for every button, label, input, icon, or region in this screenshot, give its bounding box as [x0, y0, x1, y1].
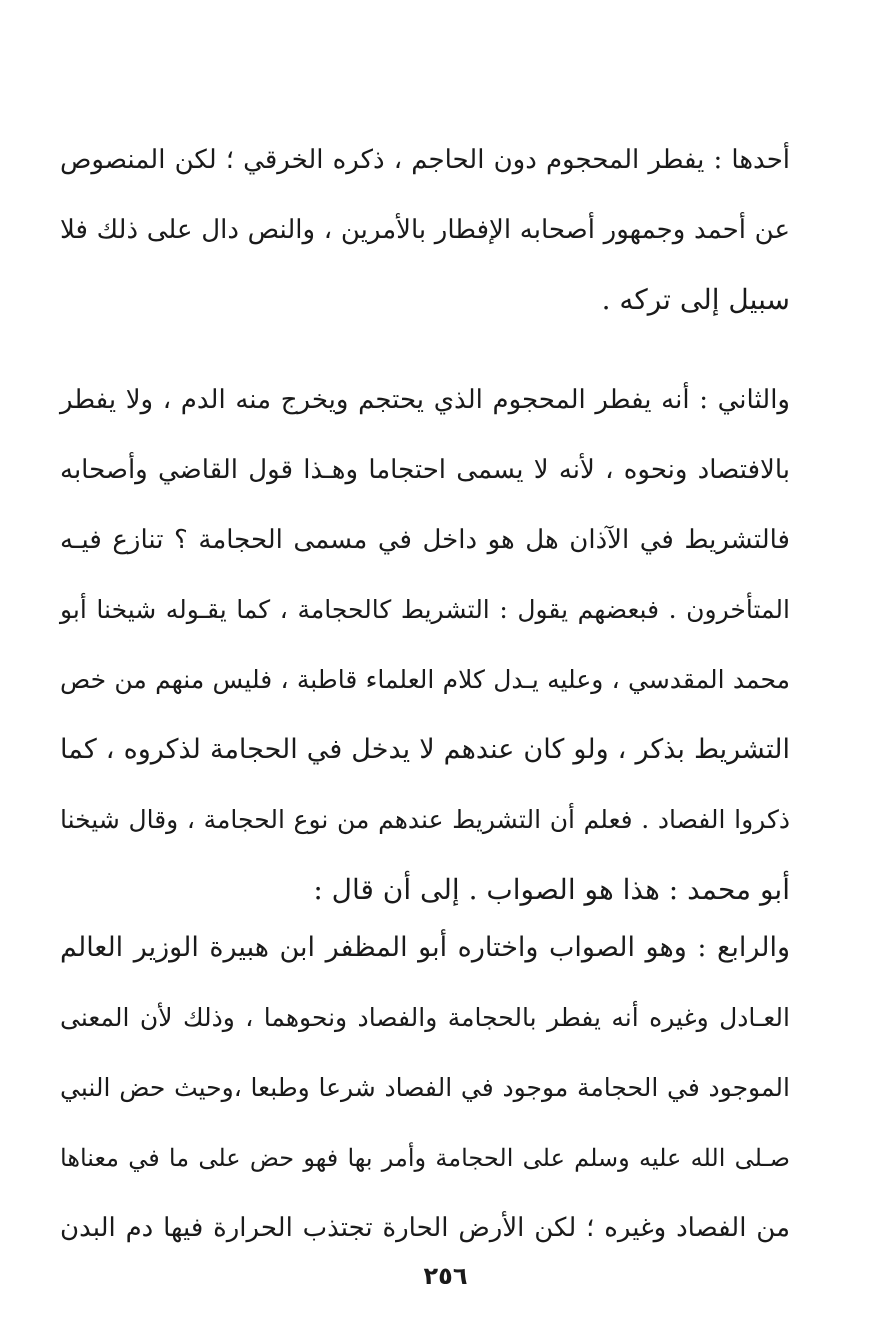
text-line: أبو محمد : هذا هو الصواب . إلى أن قال :	[313, 873, 790, 906]
text-line: من الفصاد وغيره ؛ لكن الأرض الحارة تجتذب الحرارة فيها دم البدن	[60, 1213, 790, 1243]
paragraph-second-opinion	[60, 365, 790, 925]
text-line: والثاني : أنه يفطر المحجوم الذي يحتجم ويخرج منه الدم ، ولا يفطر	[60, 385, 790, 415]
text-line: عن أحمد وجمهور أصحابه الإفطار بالأمرين ، والنص دال على ذلك فلا	[60, 215, 790, 245]
text-line: أحدها : يفطر المحجوم دون الحاجم ، ذكره الخرقي ؛ لكن المنصوص	[60, 145, 790, 175]
page-number: ٢٥٦	[423, 1262, 468, 1290]
text-line: المتأخرون . فبعضهم يقول : التشريط كالحجامة ، كما يقـوله شيخنا أبو	[60, 595, 790, 624]
text-line: سبيل إلى تركه .	[601, 283, 790, 316]
text-line: محمد المقدسي ، وعليه يـدل كلام العلماء قاطبة ، فليس منهم من خص	[60, 665, 790, 694]
text-line: العـادل وغيره أنه يفطر بالحجامة والفصاد ونحوهما ، وذلك لأن المعنى	[60, 1003, 790, 1032]
text-line: فالتشريط في الآذان هل هو داخل في مسمى الحجامة ؟ تنازع فيـه	[60, 525, 790, 555]
text-line: ذكروا الفصاد . فعلم أن التشريط عندهم من نوع الحجامة ، وقال شيخنا	[60, 805, 790, 834]
text-line: بالافتصاد ونحوه ، لأنه لا يسمى احتجاما وهـذا قول القاضي وأصحابه	[60, 455, 790, 485]
paragraph-first-opinion	[60, 125, 790, 335]
text-line: التشريط بذكر ، ولو كان عندهم لا يدخل في الحجامة لذكروه ، كما	[60, 734, 790, 765]
paragraph-fourth-opinion	[60, 913, 790, 1263]
text-line: صـلى الله عليه وسلم على الحجامة وأمر بها فهو حض على ما في معناها	[60, 1144, 790, 1172]
text-line: والرابع : وهو الصواب واختاره أبو المظفر ابن هبيرة الوزير العالم	[60, 932, 790, 963]
text-line: الموجود في الحجامة موجود في الفصاد شرعا وطبعا ،وحيث حض النبي	[60, 1073, 790, 1102]
